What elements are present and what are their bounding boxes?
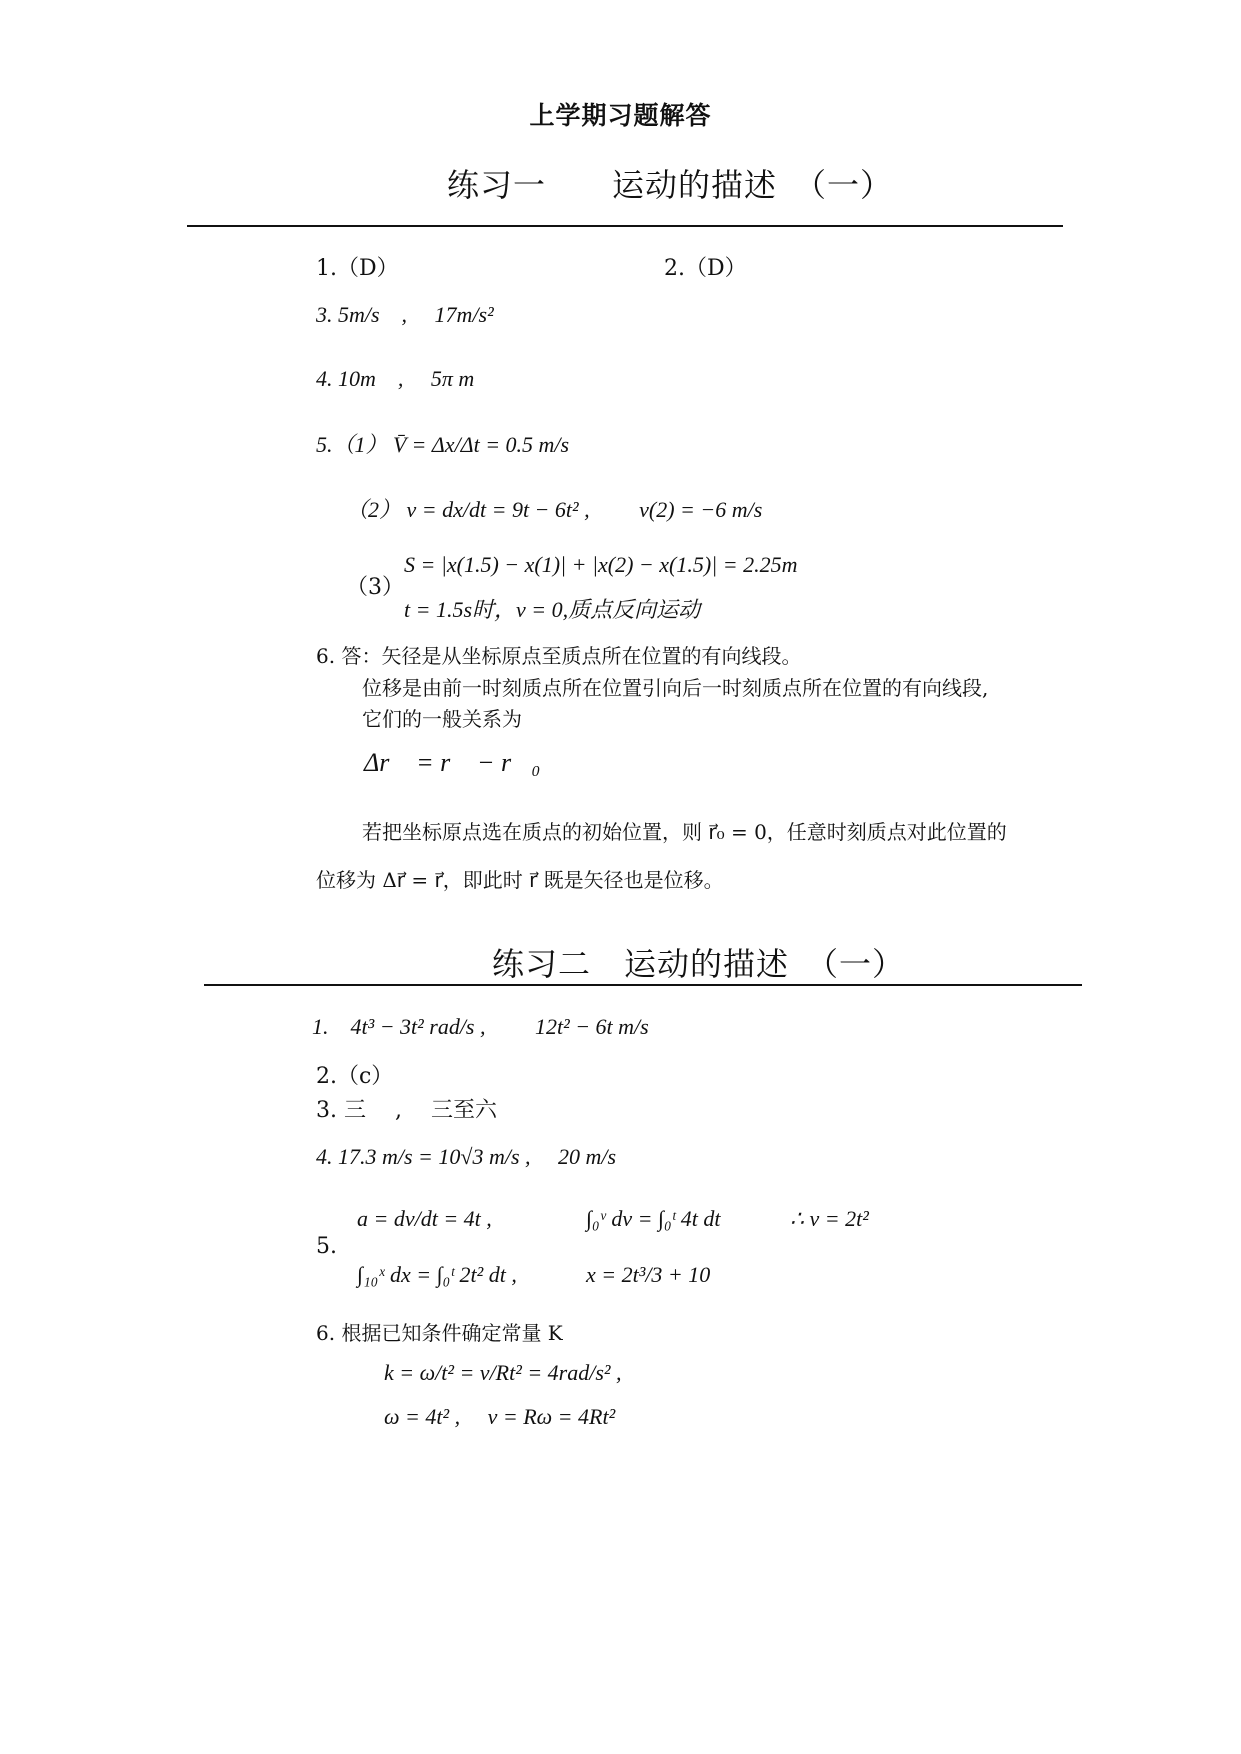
ex2-answer-4: 4. 17.3 m/s = 10√3 m/s , 20 m/s — [316, 1144, 617, 1169]
ex2-answer-5-label: 5. — [316, 1234, 337, 1259]
ex2-answer-6-b: k = ω/t² = v/Rt² = 4rad/s² , — [384, 1360, 622, 1385]
section-divider-ex1 — [187, 225, 1063, 227]
ex1-answer-3: 3. 5m/s , 17m/s² — [316, 302, 494, 327]
ex2-answer-6-a: 6. 根据已知条件确定常量 K — [316, 1321, 563, 1345]
ex1-answer-6-c: 它们的一般关系为 — [362, 707, 522, 731]
section-title-ex1: 练习一 运动的描述 （一） — [447, 166, 894, 204]
section-title-ex2: 练习二 运动的描述 （一） — [492, 945, 906, 983]
ex1-answer-6-d: 若把坐标原点选在质点的初始位置，则 r⃗₀ = 0，任意时刻质点对此位置的 — [362, 820, 1007, 844]
ex2-answer-3: 3. 三 , 三至六 — [316, 1098, 497, 1123]
section-divider-ex2 — [204, 984, 1082, 986]
document-title: 上学期习题解答 — [529, 101, 712, 130]
ex2-answer-5-a1: a = dv/dt = 4t , — [357, 1206, 492, 1231]
ex1-answer-6-a: 6. 答：矢径是从坐标原点至质点所在位置的有向线段。 — [316, 644, 802, 668]
ex1-answer-5-3a: S = |x(1.5) − x(1)| + |x(2) − x(1.5)| = 2.25m — [404, 552, 798, 577]
ex2-answer-1: 1. 4t³ − 3t² rad/s , 12t² − 6t m/s — [312, 1014, 649, 1039]
ex1-answer-1: 1.（D） — [316, 256, 399, 281]
ex2-answer-5-a3: ∴ v = 2t² — [790, 1206, 869, 1231]
ex2-answer-5-a2: ∫₀ᵛ dv = ∫₀ᵗ 4t dt — [586, 1206, 721, 1231]
ex1-answer-2: 2.（D） — [664, 256, 747, 281]
ex2-answer-5-b2: x = 2t³/3 + 10 — [586, 1262, 711, 1287]
ex1-answer-5-1: 5.（1） V̄ = Δx/Δt = 0.5 m/s — [316, 432, 570, 457]
ex1-answer-5-2: （2） v = dx/dt = 9t − 6t² , v(2) = −6 m/s — [346, 497, 763, 522]
ex2-answer-5-b1: ∫₁₀ˣ dx = ∫₀ᵗ 2t² dt , — [357, 1262, 517, 1287]
ex1-answer-6-e: 位移为 Δr⃗ = r⃗，即此时 r⃗ 既是矢径也是位移。 — [316, 868, 724, 892]
ex1-answer-6-b: 位移是由前一时刻质点所在位置引向后一时刻质点所在位置的有向线段, — [362, 676, 989, 700]
ex2-answer-6-c: ω = 4t² , v = Rω = 4Rt² — [384, 1404, 616, 1429]
ex2-answer-2: 2.（c） — [316, 1064, 394, 1089]
ex1-answer-5-3-label: （3） — [346, 575, 404, 600]
ex1-answer-4: 4. 10m , 5π m — [316, 366, 475, 391]
ex1-answer-6-equation: Δr⃗ = r⃗ − r⃗₀ — [364, 748, 541, 777]
ex1-answer-5-3b: t = 1.5s时，v = 0,质点反向运动 — [404, 597, 701, 622]
